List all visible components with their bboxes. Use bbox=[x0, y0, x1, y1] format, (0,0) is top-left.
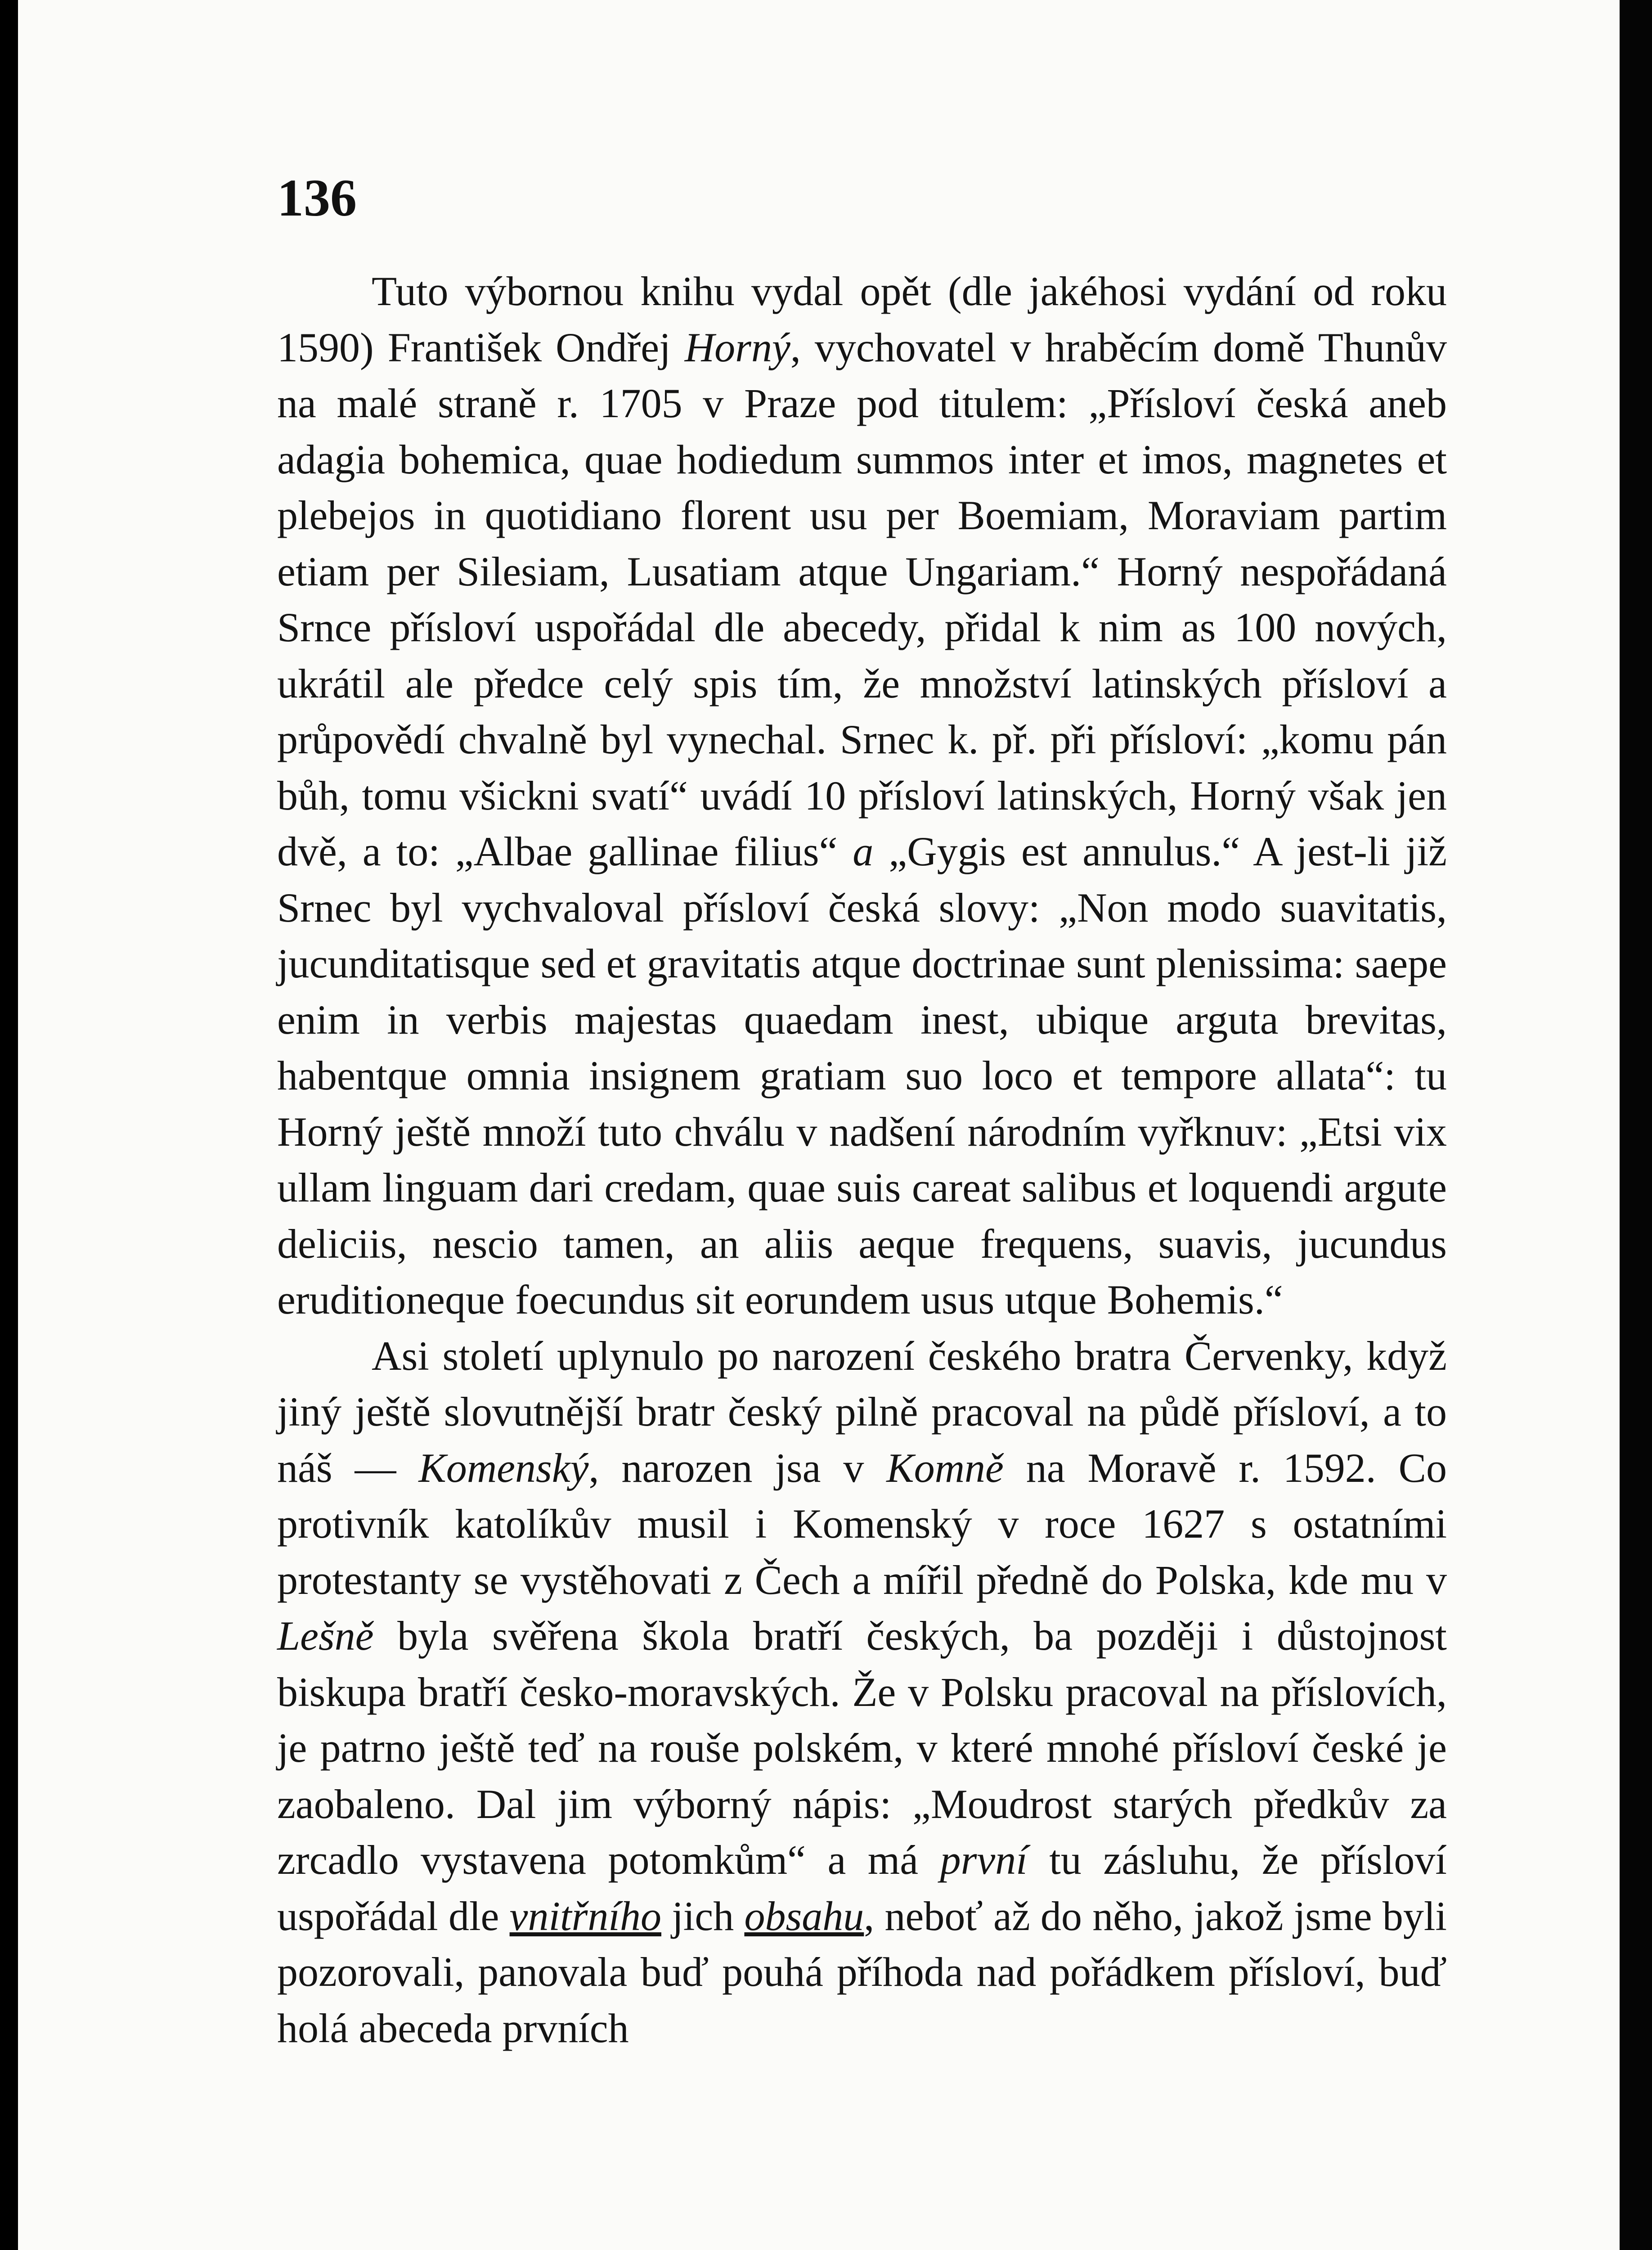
scan-edge bbox=[1620, 0, 1652, 2250]
text-run: Horný bbox=[684, 324, 790, 370]
text-run: Komenský bbox=[418, 1444, 589, 1491]
text-run: , neboť až do něho, jakož jsme byli pozorovali, panovala buď pouhá příhoda nad pořádkem přísloví, buď holá abeceda prvních bbox=[277, 1893, 1447, 2051]
text-run: tu zásluhu, že přísloví uspořádal dle bbox=[277, 1837, 1447, 1939]
text-run: obsahu bbox=[744, 1893, 864, 1939]
text-run: Komně bbox=[886, 1444, 1004, 1491]
text-run: jich bbox=[661, 1893, 745, 1939]
text-run: první bbox=[940, 1837, 1028, 1883]
text-run: vnitřního bbox=[509, 1893, 661, 1939]
book-page bbox=[18, 0, 1620, 2250]
text-run: Asi století uplynulo po narození českého bratra Červenky, když jiný ještě slovutnější bratr český pilně pracoval na půdě přísloví, a to náš — bbox=[277, 1332, 1447, 1491]
text-run: Tuto výbornou knihu vydal opět (dle jakéhosi vydání od roku 1590) František Ondřej bbox=[277, 268, 1447, 370]
text-run: a bbox=[853, 828, 874, 874]
text-run: Lešně bbox=[277, 1613, 374, 1659]
paragraph bbox=[277, 263, 1447, 1328]
text-run: „Gygis est annulus.“ A jest-li již Srnec byl vychvaloval přísloví česká slovy: „Non modo suavitatis, jucunditatisque sed et gravitatis atque doctrinae sunt plenissima: saepe enim in verbis majestas quaedam inest, ubique arguta brevitas, habentque omnia insignem gratiam suo loco et tempore allata“: tu Horný ještě množí tuto chválu v nadšení národním vyřknuv: „Etsi vix ullam linguam dari credam, quae suis careat salibus et loquendi argute deliciis, nescio tamen, an aliis aeque frequens, suavis, jucundus eruditioneque foecundus sit eorundem usus utque Bohemis.“ bbox=[277, 828, 1447, 1323]
text-run: , narozen jsa v bbox=[588, 1444, 887, 1491]
page-number: 136 bbox=[277, 168, 357, 227]
text-run: , vychovatel v hraběcím domě Thunův na malé straně r. 1705 v Praze pod titulem: „Přísloví česká aneb adagia bohemica, quae hodiedum summos inter et imos, magnetes et plebejos in quotidiano florent usu per Boemiam, Moraviam partim etiam per Silesiam, Lusatiam atque Ungariam.“ Horný nespořádaná Srnce přísloví uspořádal dle abecedy, přidal k nim as 100 nových, ukrátil ale předce celý spis tím, že množství latinských přísloví a průpovědí chvalně byl vynechal. Srnec k. př. při přísloví: „komu pán bůh, tomu všickni svatí“ uvádí 10 přísloví latinských, Horný však jen dvě, a to: „Albae gallinae filius“ bbox=[277, 324, 1447, 874]
body-text bbox=[277, 263, 1447, 2056]
text-run: byla svěřena škola bratří českých, ba později i důstojnost biskupa bratří česko-moravských. Že v Polsku pracoval na příslovích, je patrno ještě teď na rouše polském, v které mnohé přísloví české je zaobaleno. Dal jim výborný nápis: „Moudrost starých předkův za zrcadlo vystavena potomkům“ a má bbox=[277, 1613, 1447, 1883]
text-run: na Moravě r. 1592. Co protivník katolíkův musil i Komenský v roce 1627 s ostatními protestanty se vystěhovati z Čech a mířil předně do Polska, kde mu v bbox=[277, 1444, 1447, 1603]
paragraph bbox=[277, 1328, 1447, 2056]
